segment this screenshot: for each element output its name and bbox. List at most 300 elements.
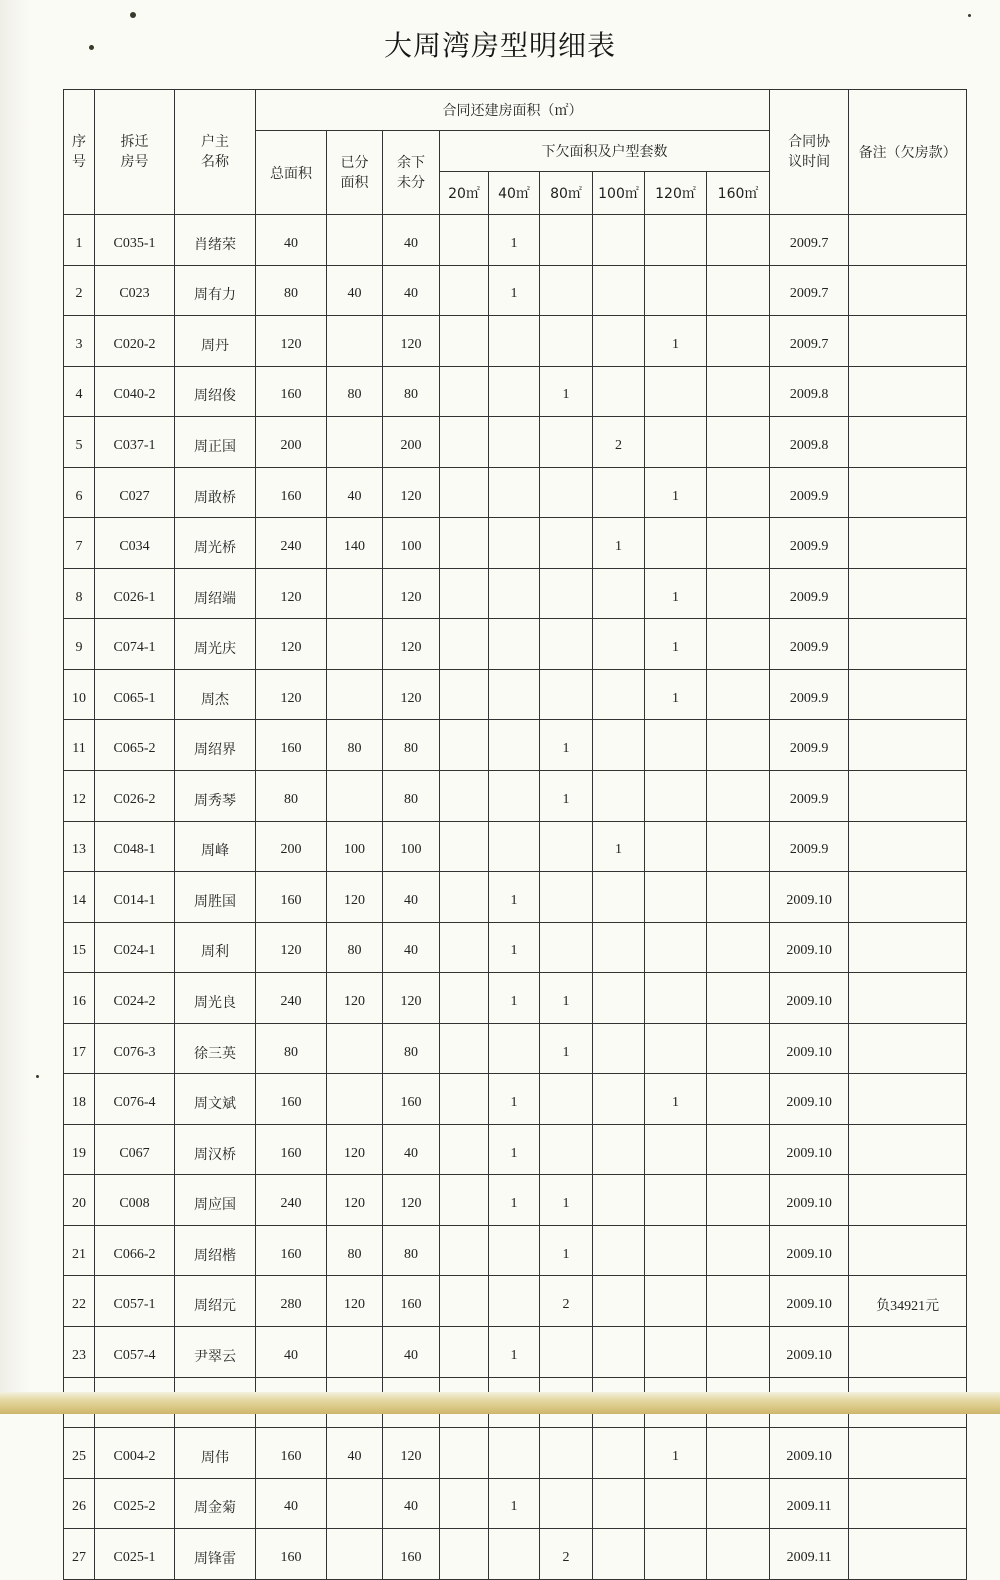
- cell-size-20: [440, 417, 489, 468]
- cell-size-40: [489, 316, 540, 367]
- cell-house-no: C066-2: [95, 1225, 175, 1276]
- cell-size-100: [593, 872, 645, 923]
- cell-total-area: 160: [256, 1124, 327, 1175]
- cell-contract-time: 2009.10: [770, 1276, 849, 1327]
- cell-seq: 18: [64, 1074, 95, 1125]
- cell-owner: 周锋雷: [175, 1529, 256, 1580]
- cell-size-100: [593, 1478, 645, 1529]
- cell-total-area: 120: [256, 568, 327, 619]
- cell-size-40: 1: [489, 1175, 540, 1226]
- cell-total-area: 200: [256, 417, 327, 468]
- cell-total-area: 240: [256, 1175, 327, 1226]
- cell-contract-time: 2009.9: [770, 669, 849, 720]
- cell-remark: [849, 1124, 967, 1175]
- cell-size-80: [540, 518, 593, 569]
- cell-seq: 4: [64, 366, 95, 417]
- cell-house-no: C026-2: [95, 771, 175, 822]
- cell-total-area: 160: [256, 1074, 327, 1125]
- cell-remark: [849, 1428, 967, 1479]
- cell-remaining-area: 100: [383, 518, 440, 569]
- cell-remaining-area: 160: [383, 1074, 440, 1125]
- table-row: [64, 265, 967, 316]
- cell-owner: 周秀琴: [175, 771, 256, 822]
- cell-seq: 15: [64, 922, 95, 973]
- cell-owner: 周敢桥: [175, 467, 256, 518]
- cell-remark: [849, 1327, 967, 1378]
- cell-size-100: [593, 720, 645, 771]
- cell-size-160: [707, 669, 770, 720]
- cell-total-area: 240: [256, 518, 327, 569]
- cell-size-120: 1: [645, 1428, 707, 1479]
- cell-size-120: [645, 720, 707, 771]
- cell-contract-time: 2009.7: [770, 215, 849, 266]
- header-contract-time: 合同协 议时间: [770, 90, 849, 215]
- cell-size-100: 1: [593, 518, 645, 569]
- cell-size-120: [645, 1529, 707, 1580]
- cell-size-100: [593, 467, 645, 518]
- cell-owner: 周光庆: [175, 619, 256, 670]
- cell-allocated-area: 120: [327, 1276, 383, 1327]
- cell-total-area: 120: [256, 316, 327, 367]
- cell-size-20: [440, 518, 489, 569]
- header-contract-area: 合同还建房面积（㎡）: [256, 90, 770, 131]
- cell-size-20: [440, 872, 489, 923]
- table-row: [64, 1175, 967, 1226]
- cell-remark: [849, 872, 967, 923]
- cell-size-120: [645, 366, 707, 417]
- cell-seq: 13: [64, 821, 95, 872]
- scan-speck: [968, 14, 971, 17]
- cell-size-20: [440, 771, 489, 822]
- cell-remaining-area: 80: [383, 1023, 440, 1074]
- cell-size-20: [440, 1225, 489, 1276]
- cell-contract-time: 2009.9: [770, 720, 849, 771]
- cell-house-no: C065-2: [95, 720, 175, 771]
- cell-allocated-area: [327, 215, 383, 266]
- cell-size-120: 1: [645, 568, 707, 619]
- cell-size-20: [440, 1124, 489, 1175]
- cell-total-area: 160: [256, 720, 327, 771]
- cell-owner: 周绍楷: [175, 1225, 256, 1276]
- cell-size-100: 2: [593, 417, 645, 468]
- cell-total-area: 120: [256, 619, 327, 670]
- cell-remark: [849, 1175, 967, 1226]
- table-row: [64, 366, 967, 417]
- cell-size-80: [540, 417, 593, 468]
- cell-size-160: [707, 1124, 770, 1175]
- table-row: [64, 619, 967, 670]
- cell-house-no: C026-1: [95, 568, 175, 619]
- table-row: [64, 518, 967, 569]
- cell-size-120: 1: [645, 467, 707, 518]
- cell-size-80: [540, 1478, 593, 1529]
- cell-size-160: [707, 973, 770, 1024]
- cell-size-100: [593, 1074, 645, 1125]
- cell-size-120: [645, 1478, 707, 1529]
- cell-size-160: [707, 1327, 770, 1378]
- cell-allocated-area: 80: [327, 720, 383, 771]
- cell-allocated-area: 40: [327, 467, 383, 518]
- cell-allocated-area: [327, 417, 383, 468]
- cell-seq: 9: [64, 619, 95, 670]
- header-allocated-area: 已分 面积: [327, 131, 383, 215]
- table-row: [64, 215, 967, 266]
- cell-owner: 周有力: [175, 265, 256, 316]
- cell-owner: 周正国: [175, 417, 256, 468]
- cell-remark: [849, 1074, 967, 1125]
- cell-size-120: [645, 771, 707, 822]
- cell-remark: [849, 1023, 967, 1074]
- cell-owner: 尹翠云: [175, 1327, 256, 1378]
- cell-size-80: [540, 1124, 593, 1175]
- cell-remark: [849, 821, 967, 872]
- table-row: [64, 669, 967, 720]
- cell-owner: 周文斌: [175, 1074, 256, 1125]
- cell-size-80: 1: [540, 973, 593, 1024]
- cell-size-120: 1: [645, 619, 707, 670]
- header-size-80: 80㎡: [540, 172, 593, 215]
- cell-house-no: C057-1: [95, 1276, 175, 1327]
- cell-seq: 3: [64, 316, 95, 367]
- cell-size-20: [440, 619, 489, 670]
- cell-contract-time: 2009.10: [770, 973, 849, 1024]
- cell-size-80: [540, 872, 593, 923]
- cell-remark: [849, 619, 967, 670]
- cell-remaining-area: 120: [383, 568, 440, 619]
- cell-contract-time: 2009.10: [770, 1225, 849, 1276]
- table-row: [64, 316, 967, 367]
- cell-owner: 周绍俊: [175, 366, 256, 417]
- cell-total-area: 80: [256, 265, 327, 316]
- cell-contract-time: 2009.7: [770, 265, 849, 316]
- cell-total-area: 40: [256, 215, 327, 266]
- table-row: [64, 1428, 967, 1479]
- cell-total-area: 160: [256, 467, 327, 518]
- cell-remark: [849, 316, 967, 367]
- cell-size-160: [707, 417, 770, 468]
- cell-size-160: [707, 619, 770, 670]
- cell-remaining-area: 40: [383, 922, 440, 973]
- cell-allocated-area: 80: [327, 366, 383, 417]
- cell-allocated-area: [327, 1074, 383, 1125]
- cell-seq: 10: [64, 669, 95, 720]
- cell-remaining-area: 80: [383, 366, 440, 417]
- cell-seq: 11: [64, 720, 95, 771]
- cell-size-40: 1: [489, 1074, 540, 1125]
- cell-size-40: 1: [489, 215, 540, 266]
- cell-size-80: 2: [540, 1276, 593, 1327]
- table-row: [64, 872, 967, 923]
- cell-size-20: [440, 1074, 489, 1125]
- cell-size-40: [489, 568, 540, 619]
- cell-allocated-area: [327, 568, 383, 619]
- table-row: [64, 1529, 967, 1580]
- cell-size-40: 1: [489, 265, 540, 316]
- cell-remaining-area: 120: [383, 973, 440, 1024]
- cell-size-100: [593, 1023, 645, 1074]
- cell-size-120: [645, 1175, 707, 1226]
- cell-size-40: [489, 417, 540, 468]
- cell-seq: 12: [64, 771, 95, 822]
- table-row: [64, 1276, 967, 1327]
- housing-detail-table: [63, 89, 967, 1580]
- cell-house-no: C027: [95, 467, 175, 518]
- cell-remaining-area: 80: [383, 771, 440, 822]
- cell-allocated-area: 120: [327, 973, 383, 1024]
- cell-house-no: C035-1: [95, 215, 175, 266]
- cell-size-100: [593, 265, 645, 316]
- cell-contract-time: 2009.11: [770, 1478, 849, 1529]
- cell-contract-time: 2009.9: [770, 619, 849, 670]
- cell-remaining-area: 40: [383, 872, 440, 923]
- cell-owner: 周光桥: [175, 518, 256, 569]
- cell-size-80: 1: [540, 366, 593, 417]
- cell-house-no: C065-1: [95, 669, 175, 720]
- cell-owner: 周应国: [175, 1175, 256, 1226]
- cell-size-80: [540, 265, 593, 316]
- cell-remaining-area: 40: [383, 1124, 440, 1175]
- cell-house-no: C008: [95, 1175, 175, 1226]
- table-row: [64, 1478, 967, 1529]
- cell-size-160: [707, 467, 770, 518]
- cell-total-area: 240: [256, 973, 327, 1024]
- cell-house-no: C023: [95, 265, 175, 316]
- cell-size-100: [593, 771, 645, 822]
- header-size-100: 100㎡: [593, 172, 645, 215]
- table-row: [64, 417, 967, 468]
- cell-allocated-area: 120: [327, 1175, 383, 1226]
- cell-remaining-area: 80: [383, 1225, 440, 1276]
- cell-size-80: [540, 568, 593, 619]
- cell-size-80: [540, 1074, 593, 1125]
- cell-size-20: [440, 316, 489, 367]
- cell-size-160: [707, 1529, 770, 1580]
- header-seq: 序 号: [64, 90, 95, 215]
- cell-total-area: 160: [256, 1428, 327, 1479]
- cell-remark: [849, 417, 967, 468]
- cell-contract-time: 2009.10: [770, 1327, 849, 1378]
- cell-total-area: 120: [256, 669, 327, 720]
- cell-allocated-area: [327, 1023, 383, 1074]
- cell-size-160: [707, 366, 770, 417]
- cell-size-40: 1: [489, 1478, 540, 1529]
- cell-size-120: 1: [645, 1074, 707, 1125]
- cell-remaining-area: 40: [383, 215, 440, 266]
- cell-allocated-area: 80: [327, 1225, 383, 1276]
- cell-size-120: 1: [645, 316, 707, 367]
- cell-size-80: 1: [540, 720, 593, 771]
- cell-total-area: 80: [256, 771, 327, 822]
- cell-contract-time: 2009.10: [770, 1175, 849, 1226]
- cell-owner: 周光良: [175, 973, 256, 1024]
- cell-size-160: [707, 1023, 770, 1074]
- cell-size-80: 2: [540, 1529, 593, 1580]
- cell-size-80: 1: [540, 1225, 593, 1276]
- cell-size-80: 1: [540, 1175, 593, 1226]
- cell-contract-time: 2009.7: [770, 316, 849, 367]
- cell-remaining-area: 120: [383, 467, 440, 518]
- cell-owner: 周胜国: [175, 872, 256, 923]
- cell-size-160: [707, 1074, 770, 1125]
- table-row: [64, 1327, 967, 1378]
- cell-seq: 17: [64, 1023, 95, 1074]
- cell-size-160: [707, 872, 770, 923]
- cell-owner: 周丹: [175, 316, 256, 367]
- cell-remark: [849, 669, 967, 720]
- cell-size-160: [707, 922, 770, 973]
- cell-size-100: [593, 215, 645, 266]
- cell-remaining-area: 40: [383, 1327, 440, 1378]
- page-title: 大周湾房型明细表: [383, 29, 616, 62]
- cell-house-no: C074-1: [95, 619, 175, 670]
- cell-size-120: 1: [645, 669, 707, 720]
- cell-owner: 周杰: [175, 669, 256, 720]
- cell-allocated-area: [327, 669, 383, 720]
- cell-remaining-area: 40: [383, 265, 440, 316]
- cell-size-40: [489, 518, 540, 569]
- cell-size-80: 1: [540, 771, 593, 822]
- cell-size-80: 1: [540, 1023, 593, 1074]
- cell-allocated-area: 40: [327, 1428, 383, 1479]
- cell-size-40: [489, 1428, 540, 1479]
- cell-size-160: [707, 821, 770, 872]
- cell-size-120: [645, 922, 707, 973]
- cell-contract-time: 2009.10: [770, 1428, 849, 1479]
- cell-remark: [849, 720, 967, 771]
- cell-allocated-area: 80: [327, 922, 383, 973]
- cell-size-20: [440, 1327, 489, 1378]
- cell-size-40: [489, 366, 540, 417]
- cell-size-40: 1: [489, 872, 540, 923]
- header-size-20: 20㎡: [440, 172, 489, 215]
- cell-contract-time: 2009.8: [770, 417, 849, 468]
- cell-size-160: [707, 316, 770, 367]
- cell-size-160: [707, 771, 770, 822]
- cell-size-120: [645, 1124, 707, 1175]
- cell-house-no: C076-4: [95, 1074, 175, 1125]
- cell-size-100: [593, 1529, 645, 1580]
- cell-size-80: [540, 1327, 593, 1378]
- table-body: [64, 215, 967, 1580]
- cell-owner: 徐三英: [175, 1023, 256, 1074]
- header-remaining-area: 余下 未分: [383, 131, 440, 215]
- cell-seq: 27: [64, 1529, 95, 1580]
- cell-house-no: C034: [95, 518, 175, 569]
- cell-remark: [849, 366, 967, 417]
- cell-size-120: [645, 265, 707, 316]
- cell-size-40: [489, 720, 540, 771]
- cell-remark: 负34921元: [849, 1276, 967, 1327]
- cell-remaining-area: 120: [383, 619, 440, 670]
- cell-remark: [849, 467, 967, 518]
- cell-owner: 周绍界: [175, 720, 256, 771]
- header-remark: 备注（欠房款）: [849, 90, 967, 215]
- cell-remark: [849, 215, 967, 266]
- cell-size-20: [440, 1276, 489, 1327]
- cell-size-100: [593, 568, 645, 619]
- cell-seq: 8: [64, 568, 95, 619]
- cell-size-160: [707, 518, 770, 569]
- cell-size-40: 1: [489, 1124, 540, 1175]
- cell-size-20: [440, 568, 489, 619]
- table-row: [64, 1124, 967, 1175]
- cell-allocated-area: [327, 316, 383, 367]
- scan-speck: [36, 1075, 39, 1078]
- cell-house-no: C004-2: [95, 1428, 175, 1479]
- table-row: [64, 568, 967, 619]
- table-row: [64, 922, 967, 973]
- cell-size-120: [645, 215, 707, 266]
- cell-seq: 23: [64, 1327, 95, 1378]
- cell-contract-time: 2009.10: [770, 922, 849, 973]
- header-size-120: 120㎡: [645, 172, 707, 215]
- cell-house-no: C025-1: [95, 1529, 175, 1580]
- header-owner: 户主 名称: [175, 90, 256, 215]
- cell-house-no: C025-2: [95, 1478, 175, 1529]
- cell-allocated-area: [327, 619, 383, 670]
- cell-remaining-area: 200: [383, 417, 440, 468]
- cell-size-100: [593, 1276, 645, 1327]
- cell-remaining-area: 160: [383, 1529, 440, 1580]
- cell-remaining-area: 80: [383, 720, 440, 771]
- cell-allocated-area: [327, 1327, 383, 1378]
- cell-owner: 肖绪荣: [175, 215, 256, 266]
- cell-size-20: [440, 1023, 489, 1074]
- cell-seq: 20: [64, 1175, 95, 1226]
- cell-size-120: [645, 1327, 707, 1378]
- cell-house-no: C076-3: [95, 1023, 175, 1074]
- cell-total-area: 40: [256, 1327, 327, 1378]
- cell-size-20: [440, 215, 489, 266]
- cell-size-120: [645, 872, 707, 923]
- cell-size-20: [440, 366, 489, 417]
- table-row: [64, 1074, 967, 1125]
- header-size-160: 160㎡: [707, 172, 770, 215]
- table-row: [64, 720, 967, 771]
- cell-contract-time: 2009.9: [770, 518, 849, 569]
- cell-size-20: [440, 1529, 489, 1580]
- cell-size-20: [440, 1175, 489, 1226]
- cell-seq: 1: [64, 215, 95, 266]
- cell-owner: 周绍端: [175, 568, 256, 619]
- cell-contract-time: 2009.8: [770, 366, 849, 417]
- cell-remark: [849, 1529, 967, 1580]
- cell-size-160: [707, 1225, 770, 1276]
- cell-size-120: [645, 1276, 707, 1327]
- cell-size-160: [707, 1428, 770, 1479]
- cell-seq: 19: [64, 1124, 95, 1175]
- cell-total-area: 160: [256, 872, 327, 923]
- header-house-no: 拆迁 房号: [95, 90, 175, 215]
- cell-contract-time: 2009.11: [770, 1529, 849, 1580]
- cell-remark: [849, 518, 967, 569]
- cell-size-80: [540, 669, 593, 720]
- cell-remark: [849, 922, 967, 973]
- cell-size-80: [540, 619, 593, 670]
- cell-allocated-area: 100: [327, 821, 383, 872]
- cell-total-area: 160: [256, 1529, 327, 1580]
- cell-remark: [849, 1478, 967, 1529]
- cell-remaining-area: 120: [383, 1175, 440, 1226]
- cell-remaining-area: 100: [383, 821, 440, 872]
- cell-size-100: [593, 1428, 645, 1479]
- cell-contract-time: 2009.9: [770, 467, 849, 518]
- scan-left-shadow: [0, 0, 30, 1414]
- cell-size-160: [707, 1175, 770, 1226]
- cell-seq: 7: [64, 518, 95, 569]
- cell-total-area: 160: [256, 366, 327, 417]
- cell-contract-time: 2009.9: [770, 771, 849, 822]
